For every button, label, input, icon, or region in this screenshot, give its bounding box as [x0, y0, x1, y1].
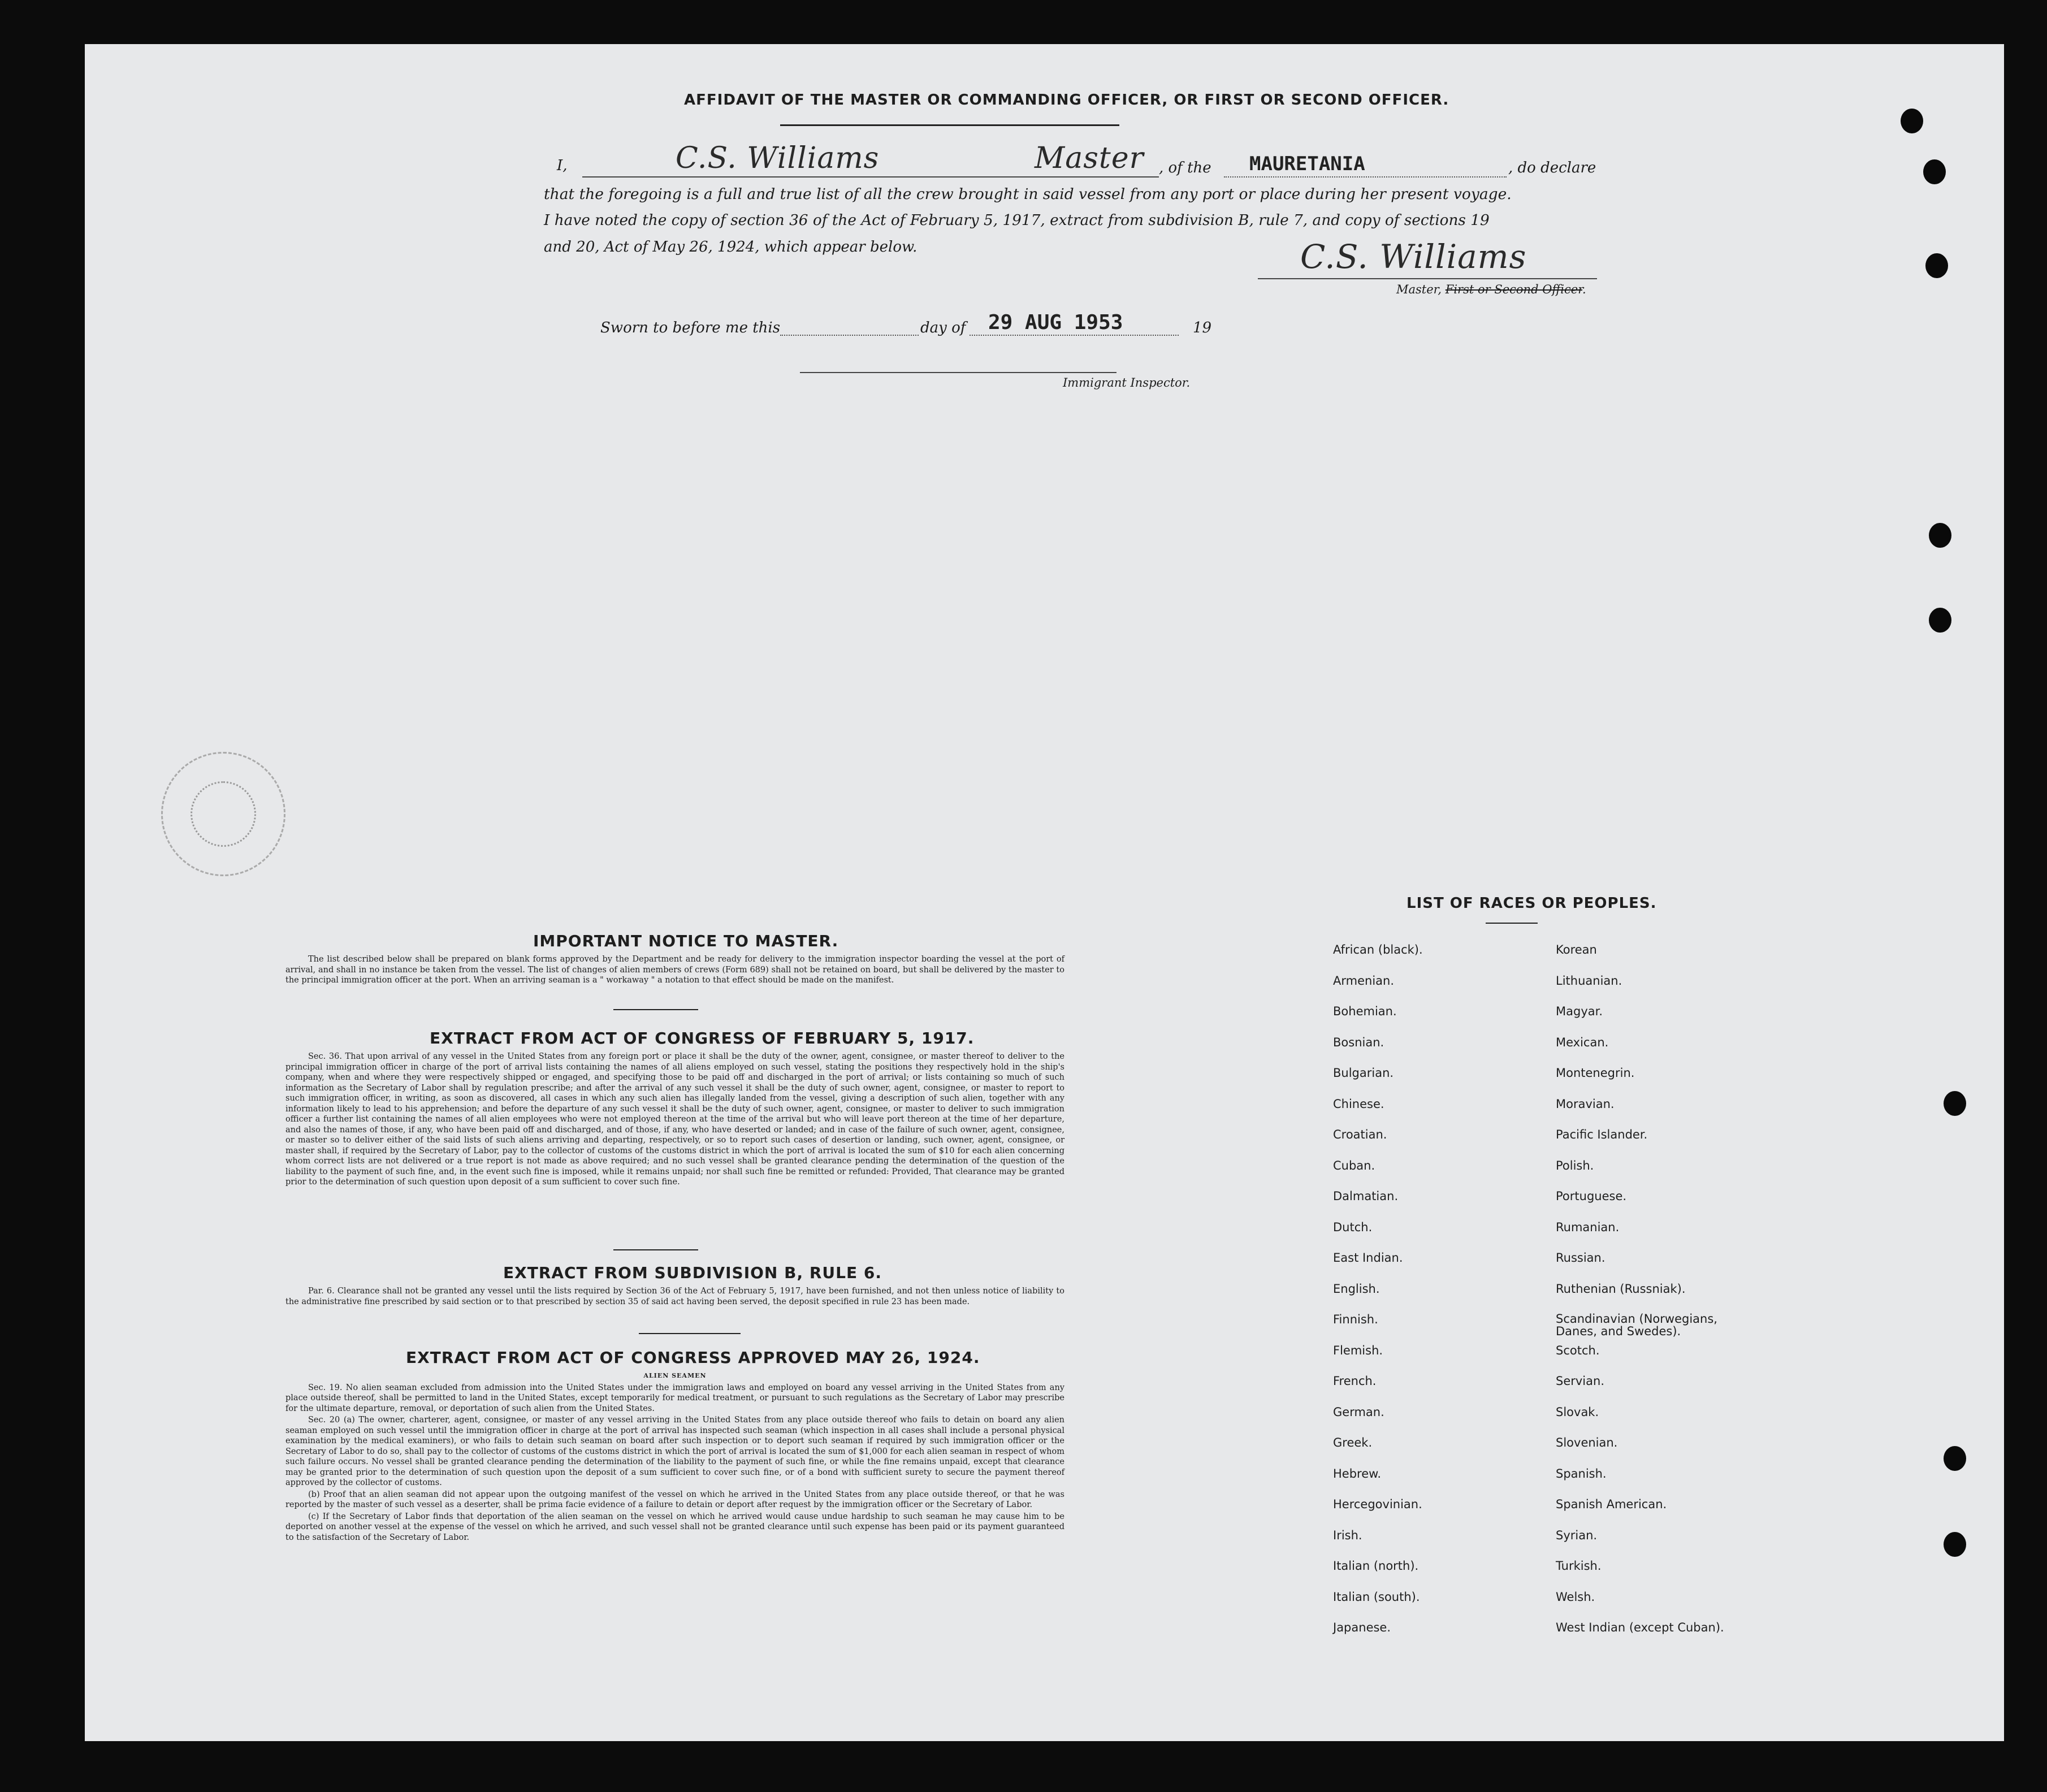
struck-officer-label: First or Second Officer — [1445, 283, 1582, 296]
extract-1917-title: EXTRACT FROM ACT OF CONGRESS OF FEBRUARY 5, 1917. — [430, 1029, 975, 1048]
signature-title — [1396, 283, 1586, 296]
sworn-label: Sworn to before me this — [600, 319, 781, 336]
races-column-2 — [1556, 943, 1742, 1652]
affidavit-line-3: I have noted the copy of section 36 of the Act of February 5, 1917, extract from subdivision B, rule 7, and copy of sections 19 — [544, 212, 1490, 229]
divider — [1486, 923, 1538, 924]
divider — [639, 1333, 741, 1334]
vessel-line — [1224, 176, 1507, 178]
inspector-line — [800, 372, 1116, 373]
punch-hole — [1944, 1446, 1966, 1471]
year-prefix: 19 — [1193, 319, 1212, 336]
race-item: Turkish. — [1556, 1559, 1602, 1573]
notice-paragraph: The list described below shall be prepared on blank forms approved by the Department and be ready for delivery to the immigration inspector boarding the vessel at the port of arrival, and shall in no instance be taken from the vessel. The list of changes of alien members of crews (Form 689) shall not be retained on board, but shall be delivered by the master to the principal immigration officer at the port. When an arriving seaman is a " workaway " a notation to that effect should be made on the manifest. — [285, 955, 1064, 985]
punch-hole — [1944, 1091, 1966, 1116]
sec-19-paragraph: Sec. 19. No alien seaman excluded from admission into the United States under the immigration laws and employed on board any vessel arriving in the United States from any place outside thereof, shall be permitted to land in the United States, except temporarily for medical treatment, or pursuant to such regulations as the Secretary of Labor may prescribe for the ultimate departure, removal, or deportation of such alien from the United States. — [285, 1383, 1064, 1413]
punch-hole — [1929, 523, 1951, 548]
race-item: Mexican. — [1556, 1035, 1609, 1049]
race-item: African (black). — [1333, 943, 1423, 956]
race-item: West Indian (except Cuban). — [1556, 1621, 1724, 1634]
race-item: Irish. — [1333, 1528, 1362, 1542]
race-item: German. — [1333, 1405, 1384, 1419]
race-item: Greek. — [1333, 1436, 1373, 1449]
sec-20b-paragraph: (b) Proof that an alien seaman did not appear upon the outgoing manifest of the vessel on which he arrived in the United States from any place outside thereof, or that he was reported by the master of such vessel as a deserter, shall be prima facie evidence of a failure to detain or deport after request by the immigration officer or the Secretary of Labor. — [285, 1490, 1064, 1509]
race-item: Pacific Islander. — [1556, 1128, 1648, 1141]
race-item: Flemish. — [1333, 1343, 1383, 1357]
master-label: Master, — [1396, 283, 1442, 296]
race-item: Rumanian. — [1556, 1220, 1620, 1234]
date-stamp: 29 AUG 1953 — [988, 311, 1123, 334]
race-item: Ruthenian (Russniak). — [1556, 1282, 1686, 1296]
affidavit-title: AFFIDAVIT OF THE MASTER OR COMMANDING OFFICER, OR FIRST OR SECOND OFFICER. — [684, 92, 1449, 109]
sec-20a-paragraph: Sec. 20 (a) The owner, charterer, agent, consignee, or master of any vessel arriving in the United States from any place outside thereof who fails to detain on board any alien seaman employed on such vessel until the immigration officer in charge at the port of arrival has inspected such seaman (which inspection in all cases shall include a personal physical examination by the medical examiners), or who fails to detain such seaman on board after such inspection or to deport such seaman if required by such immigration officer or the Secretary of Labor to do so, shall pay to the collector of customs of the customs district in which the port of arrival is located the sum of $1,000 for each alien seaman in respect of whom such failure occurs. No vessel shall be granted clearance pending the determination of the liability to the payment of such fine, or while the fine remains unpaid, except that clearance may be granted prior to the determination of such question upon the deposit of a sum sufficient to cover such fine, or of a bond with sufficient surety to secure the payment thereof approved by the collector of customs. — [285, 1416, 1064, 1487]
race-item: Welsh. — [1556, 1590, 1595, 1604]
race-item: East Indian. — [1333, 1251, 1403, 1265]
punch-hole — [1925, 253, 1948, 278]
race-item: Servian. — [1556, 1374, 1604, 1388]
extract-1924-title: EXTRACT FROM ACT OF CONGRESS APPROVED MAY 26, 1924. — [406, 1348, 980, 1367]
race-item: Dutch. — [1333, 1220, 1373, 1234]
race-item: Portuguese. — [1556, 1189, 1627, 1203]
rule-6-title: EXTRACT FROM SUBDIVISION B, RULE 6. — [503, 1263, 882, 1282]
affidavit-line-4: and 20, Act of May 26, 1924, which appear below. — [544, 239, 918, 256]
race-item: Scandinavian (Norwegians, Danes, and Swedes). — [1556, 1312, 1717, 1338]
extract-1917-text — [285, 1051, 1064, 1189]
race-item: Hebrew. — [1333, 1466, 1382, 1481]
race-item: Scotch. — [1556, 1343, 1600, 1357]
punch-hole — [1901, 109, 1923, 133]
alien-seamen-subtitle: ALIEN SEAMEN — [643, 1372, 707, 1379]
race-item: Korean — [1556, 943, 1597, 956]
race-item: Bulgarian. — [1333, 1066, 1394, 1080]
sec-36-paragraph: Sec. 36. That upon arrival of any vessel in the United States from any foreign port or place it shall be the duty of the owner, agent, consignee, or master thereof to deliver to the principal immigration officer in charge of the port of arrival lists containing the names of all aliens employed on such vessel, stating the positions they respectively hold in the ship's company, when and where they were respectively shipped or engaged, and specifying those to be paid off and discharged in the port of arrival; or lists containing so much of such information as the Secretary of Labor shall by regulation prescribe; and after the arrival of any such vessel it shall be the duty of such owner, agent, consignee, or master to report to such immigration officer, in writing, as soon as discovered, all cases in which any such alien has illegally landed from the vessel, giving a description of such alien, together with any information likely to lead to his apprehension; and before the departure of any such vessel it shall be the duty of such owner, agent, consignee, or master to deliver to such immigration officer a further list containing the names of all alien employees who were not employed thereon at the time of the arrival but who will leave port thereon at the time of her departure, and also the names of those, if any, who have been paid off and discharged, and of those, if any, who have deserted or landed; and in case of the failure of such owner, agent, consignee, or master so to deliver either of the said lists of such aliens arriving and departing, respectively, or so to report such cases of desertion or landing, such owner, agent, consignee, or master shall, if required by the Secretary of Labor, pay to the collector of customs of the customs district in which the port of arrival is located the sum of $10 for each alien concerning whom correct lists are not delivered or a true report is not made as above required; and no such vessel shall be granted clearance pending the determination of the question of the liability to the payment of such fine, and, in the event such fine is imposed, while it remains unpaid; nor shall such fine be remitted or refunded: Provided, That clearance may be granted prior to the determination of such question upon deposit of a sum sufficient to cover such fine. — [285, 1052, 1064, 1187]
signature-line — [1258, 278, 1597, 279]
race-item: Croatian. — [1333, 1128, 1387, 1141]
race-item: Russian. — [1556, 1251, 1605, 1265]
race-item: Chinese. — [1333, 1097, 1384, 1111]
handwritten-name: C.S. Williams — [676, 141, 880, 175]
punch-hole — [1944, 1532, 1966, 1557]
punch-hole — [1923, 159, 1946, 184]
affidavit-line-1 — [557, 157, 568, 174]
race-item: Bosnian. — [1333, 1035, 1384, 1049]
race-item: Finnish. — [1333, 1313, 1378, 1326]
handwritten-rank: Master — [1035, 141, 1144, 175]
race-item: Japanese. — [1333, 1621, 1391, 1634]
handwritten-signature: C.S. Williams — [1300, 237, 1527, 276]
i-label: I, — [557, 157, 568, 174]
race-item: Montenegrin. — [1556, 1066, 1635, 1080]
race-item: Italian (south). — [1333, 1590, 1420, 1604]
race-item: Moravian. — [1556, 1097, 1615, 1111]
race-item: French. — [1333, 1374, 1377, 1388]
inspector-label: Immigrant Inspector. — [1063, 376, 1191, 389]
rule-6-text — [285, 1286, 1064, 1308]
notice-title: IMPORTANT NOTICE TO MASTER. — [533, 932, 839, 950]
day-of-label: day of — [920, 319, 966, 336]
race-item: Syrian. — [1556, 1528, 1598, 1542]
race-item: Bohemian. — [1333, 1005, 1397, 1018]
notice-text — [285, 954, 1064, 987]
race-item: Hercegovinian. — [1333, 1497, 1422, 1511]
of-the-label: , of the — [1159, 159, 1211, 176]
race-item: Cuban. — [1333, 1158, 1375, 1172]
punch-hole — [1929, 608, 1951, 633]
vessel-name-stamp: MAURETANIA — [1249, 153, 1365, 175]
affidavit-line-2: that the foregoing is a full and true list of all the crew brought in said vessel from any port or place during her present voyage. — [544, 185, 1512, 203]
divider — [613, 1009, 698, 1010]
par-6-paragraph: Par. 6. Clearance shall not be granted any vessel until the lists required by Section 36 of the Act of February 5, 1917, have been furnished, and not then unless notice of liability to the administrative fine prescribed by said section or to that prescribed by section 35 of said act having been served, the deposit specified in rule 23 has been made. — [285, 1287, 1064, 1306]
races-column-1 — [1333, 943, 1423, 1652]
divider — [780, 124, 1119, 126]
race-item: Lithuanian. — [1556, 973, 1622, 988]
date-line — [970, 335, 1179, 336]
period: . — [1582, 283, 1586, 296]
race-item: Magyar. — [1556, 1005, 1603, 1018]
race-item: Slovenian. — [1556, 1436, 1618, 1449]
race-item: English. — [1333, 1282, 1380, 1296]
race-item: Dalmatian. — [1333, 1189, 1399, 1203]
race-item: Polish. — [1556, 1158, 1594, 1172]
name-line — [582, 176, 1159, 178]
race-item: Slovak. — [1556, 1405, 1599, 1419]
sec-20c-paragraph: (c) If the Secretary of Labor finds that deportation of the alien seaman on the vessel on which he arrived would cause undue hardship to such seaman he may cause him to be deported on another vessel at the expense of the vessel on which he arrived, and such vessel shall not be granted clearance until such expense has been paid or its payment guaranteed to the satisfaction of the Secretary of Labor. — [285, 1512, 1064, 1542]
race-item: Italian (north). — [1333, 1559, 1419, 1573]
races-title: LIST OF RACES OR PEOPLES. — [1406, 895, 1657, 912]
faint-seal-stamp — [161, 752, 285, 876]
race-item: Spanish. — [1556, 1466, 1607, 1481]
sworn-day-line — [780, 335, 919, 336]
do-declare-label: , do declare — [1508, 159, 1596, 176]
race-item: Spanish American. — [1556, 1497, 1667, 1511]
race-item: Armenian. — [1333, 973, 1395, 988]
divider — [613, 1249, 698, 1250]
extract-1924-text — [285, 1371, 1064, 1544]
